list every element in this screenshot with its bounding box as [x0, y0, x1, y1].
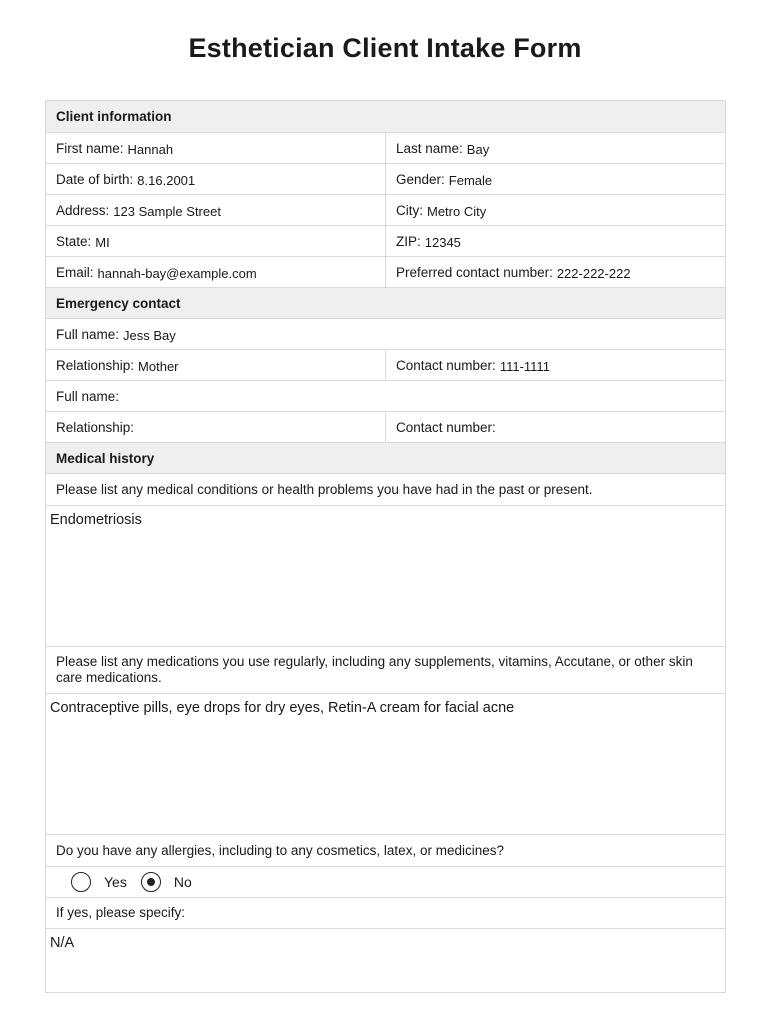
- row-a-medications: [46, 694, 725, 835]
- row-dob-gender: [46, 164, 725, 195]
- form-title: Esthetician Client Intake Form: [188, 33, 582, 63]
- first-name-label: First name:: [56, 140, 124, 156]
- row-q-conditions: [46, 474, 725, 506]
- contact-number-value: 111-1111: [499, 358, 550, 374]
- email-field[interactable]: [46, 257, 386, 287]
- last-name-label: Last name:: [396, 140, 463, 156]
- row-address-city: [46, 195, 725, 226]
- radio-no-label: No: [173, 874, 192, 890]
- allergies-radio-group: [46, 867, 206, 897]
- radio-selected-dot: [147, 878, 155, 886]
- state-label: State:: [56, 233, 92, 249]
- city-label: City:: [396, 202, 423, 218]
- intake-form: [45, 100, 726, 993]
- phone-value: 222-222-222: [556, 265, 631, 281]
- row-emergency-name-1: [46, 319, 725, 350]
- gender-field[interactable]: [386, 164, 725, 194]
- row-q-allergies: [46, 835, 725, 867]
- row-q-medications: [46, 647, 725, 694]
- relationship-value: Mother: [138, 358, 179, 374]
- contact-number-field-2[interactable]: [386, 412, 725, 442]
- zip-label: ZIP:: [396, 233, 421, 249]
- row-email-phone: [46, 257, 725, 288]
- city-field[interactable]: [386, 195, 725, 225]
- conditions-answer[interactable]: Endometriosis: [50, 512, 142, 528]
- emergency-full-name-field-2[interactable]: [46, 381, 725, 411]
- email-value: hannah-bay@example.com: [97, 265, 257, 281]
- emergency-full-name-field-1[interactable]: [46, 319, 725, 349]
- last-name-value: Bay: [466, 141, 490, 157]
- contact-number-label: Contact number:: [396, 419, 496, 435]
- section-header-client: Client information: [46, 101, 725, 133]
- phone-field[interactable]: [386, 257, 725, 287]
- address-value: 123 Sample Street: [113, 203, 221, 219]
- gender-value: Female: [448, 172, 493, 188]
- row-allergies-radio: [46, 867, 725, 898]
- section-header-medical: Medical history: [46, 443, 725, 474]
- conditions-question: Please list any medical conditions or health problems you have had in the past or present.: [56, 481, 593, 497]
- full-name-label: Full name:: [56, 388, 120, 404]
- row-emergency-rel-2: [46, 412, 725, 443]
- dob-field[interactable]: [46, 164, 386, 194]
- relationship-label: Relationship:: [56, 357, 135, 373]
- first-name-value: Hannah: [127, 141, 174, 157]
- relationship-field-2[interactable]: [46, 412, 386, 442]
- row-a-conditions: [46, 506, 725, 647]
- section-header-emergency: Emergency contact: [46, 288, 725, 319]
- radio-yes[interactable]: [71, 872, 91, 892]
- dob-label: Date of birth:: [56, 171, 134, 187]
- specify-label: If yes, please specify:: [56, 905, 186, 920]
- relationship-label: Relationship:: [56, 419, 135, 435]
- radio-yes-label: Yes: [104, 874, 127, 890]
- full-name-value: Jess Bay: [123, 327, 176, 343]
- zip-value: 12345: [424, 234, 461, 250]
- address-field[interactable]: [46, 195, 386, 225]
- row-emergency-rel-1: [46, 350, 725, 381]
- first-name-field[interactable]: [46, 133, 386, 163]
- dob-value: 8.16.2001: [137, 172, 196, 188]
- medications-question: Please list any medications you use regularly, including any supplements, vitamins, Accutane, or other skin care medications.: [56, 654, 693, 685]
- medications-answer[interactable]: Contraceptive pills, eye drops for dry eyes, Retin-A cream for facial acne: [50, 700, 515, 716]
- row-specify-label: [46, 898, 725, 929]
- specify-answer[interactable]: N/A: [50, 935, 75, 951]
- zip-field[interactable]: [386, 226, 725, 256]
- last-name-field[interactable]: [386, 133, 725, 163]
- email-label: Email:: [56, 264, 94, 280]
- address-label: Address:: [56, 202, 110, 218]
- city-value: Metro City: [427, 203, 487, 219]
- row-emergency-name-2: [46, 381, 725, 412]
- state-value: MI: [95, 234, 110, 250]
- contact-number-label: Contact number:: [396, 357, 496, 373]
- gender-label: Gender:: [396, 171, 445, 187]
- contact-number-field-1[interactable]: [386, 350, 725, 380]
- full-name-label: Full name:: [56, 326, 120, 342]
- radio-no[interactable]: [141, 872, 161, 892]
- allergies-question: Do you have any allergies, including to any cosmetics, latex, or medicines?: [56, 842, 504, 858]
- row-specify-answer: [46, 929, 725, 992]
- row-state-zip: [46, 226, 725, 257]
- row-name: [46, 133, 725, 164]
- state-field[interactable]: [46, 226, 386, 256]
- phone-label: Preferred contact number:: [396, 264, 553, 280]
- relationship-field-1[interactable]: [46, 350, 386, 380]
